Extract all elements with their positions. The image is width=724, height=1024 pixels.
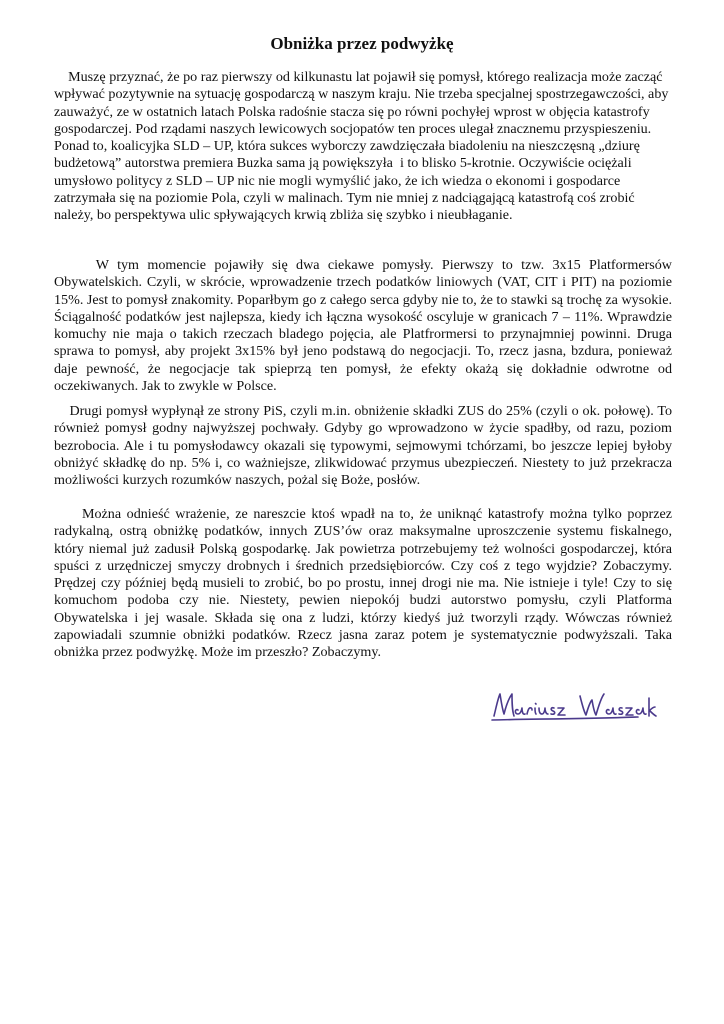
paragraph-4: Można odnieść wrażenie, ze nareszcie ktoś wpadł na to, że uniknąć katastrofy można tylko poprzez radykalną, ostrą obniżkę podatków, innych ZUS’ów oraz maksymalne uproszczenie systemu fiskalnego, który niemal już zadusił Polską gospodarkę. Jak powietrza potrzebujemy też wolności gospodarczej, która spuści z urzędniczej smyczy drobnych i średnich przedsiębiorców. Czy coś z tego wyjdzie? Zobaczymy. Prędzej czy później będą musieli to zrobić, bo po prostu, innej drogi nie ma. Nie istnieje i tyle! Czy to się komuchom podoba czy nie. Niestety, pewien niepokój budzi autorstwo pomysłu, czyli Platforma Obywatelska i jej wasale. Składa się ona z ludzi, którzy kiedyś już tworzyli rządy. Wówczas również zapowiadali szumnie obniżki podatków. Rzecz jasna zaraz potem je systematycznie podwyższali. Taka obniżka przez podwyżkę. Może im przeszło? Zobaczymy.: [54, 506, 676, 661]
paragraph-1: Muszę przyznać, że po raz pierwszy od kilkunastu lat pojawił się pomysł, którego realizacja może zacząć wpływać pozytywnie na sytuację gospodarczą w naszym kraju. Nie trzeba specjalnej spostrzegawczości, aby zauważyć, ze w ostatnich latach Polska radośnie stacza się po równi pochyłej wprost w objęcia katastrofy gospodarczej. Pod rządami naszych lewicowych socjopatów ten proces ulegał znacznemu przyspieszeniu. Ponad to, koalicyjka SLD – UP, która sukces wyborczy zawdzięczała biadoleniu na nieszczęsną „dziurę budżetową” autorstwa premiera Buzka sama ją powiększyła i to blisko 5-krotnie. Oczywiście ociężali umysłowo politycy z SLD – UP nic nie mogli wymyślić jako, że ich wiedza o ekonomi i gospodarce zatrzymała się na poziomie Pola, czyli w malinach. Tym nie mniej z nadciągającą katastrofą coś zrobić należy, bo perspektywa ulic spływających krwią zbliża się szybko i nieubłaganie.: [54, 69, 672, 224]
document-title: Obniżka przez podwyżkę: [270, 34, 454, 53]
paragraph-2: W tym momencie pojawiły się dwa ciekawe pomysły. Pierwszy to tzw. 3x15 Platformersów Obywatelskich. Czyli, w skrócie, wprowadzenie trzech podatków liniowych (VAT, CIT i PIT) na poziomie 15%. Jest to pomysł znakomity. Poparłbym go z całego serca gdyby nie to, że to stawki są trochę za wysokie. Ściągalność podatków jest najlepsza, kiedy ich łączna wysokość oscyluje w granicach 7 – 11%. Wprawdzie komuchy nie maja o takich rzeczach bladego pojęcia, ale Platfrormersi to przynajmniej powinni. Druga sprawa to pomysł, aby projekt 3x15% był jeno podstawą do negocjacji. To, rzecz jasna, bzdura, ponieważ daje pewność, że negocjacje tak spieprzą ten pomysł, że efekty okażą się dokładnie odwrotne od oczekiwanych. Jak to zwykle w Polsce.: [54, 257, 676, 395]
signature-drawing: [488, 686, 658, 726]
paragraph-3: Drugi pomysł wypłynął ze strony PiS, czyli m.in. obniżenie składki ZUS do 25% (czyli o ok. połowę). To również pomysł godny najwyższej pochwały. Gdyby go wprowadzono w życie spadłby, od razu, poziom bezrobocia. Ale i tu pomysłodawcy okazali się typowymi, sejmowymi tchórzami, bo jeszcze lepiej byłoby obniżyć składkę do np. 5% i, co ważniejsze, zlikwidować przymus ubezpieczeń. Niestety to już przekracza możliwości kurzych rozumków naszych, pożal się Boże, posłów.: [54, 403, 676, 489]
handwritten-signature: [488, 686, 658, 726]
